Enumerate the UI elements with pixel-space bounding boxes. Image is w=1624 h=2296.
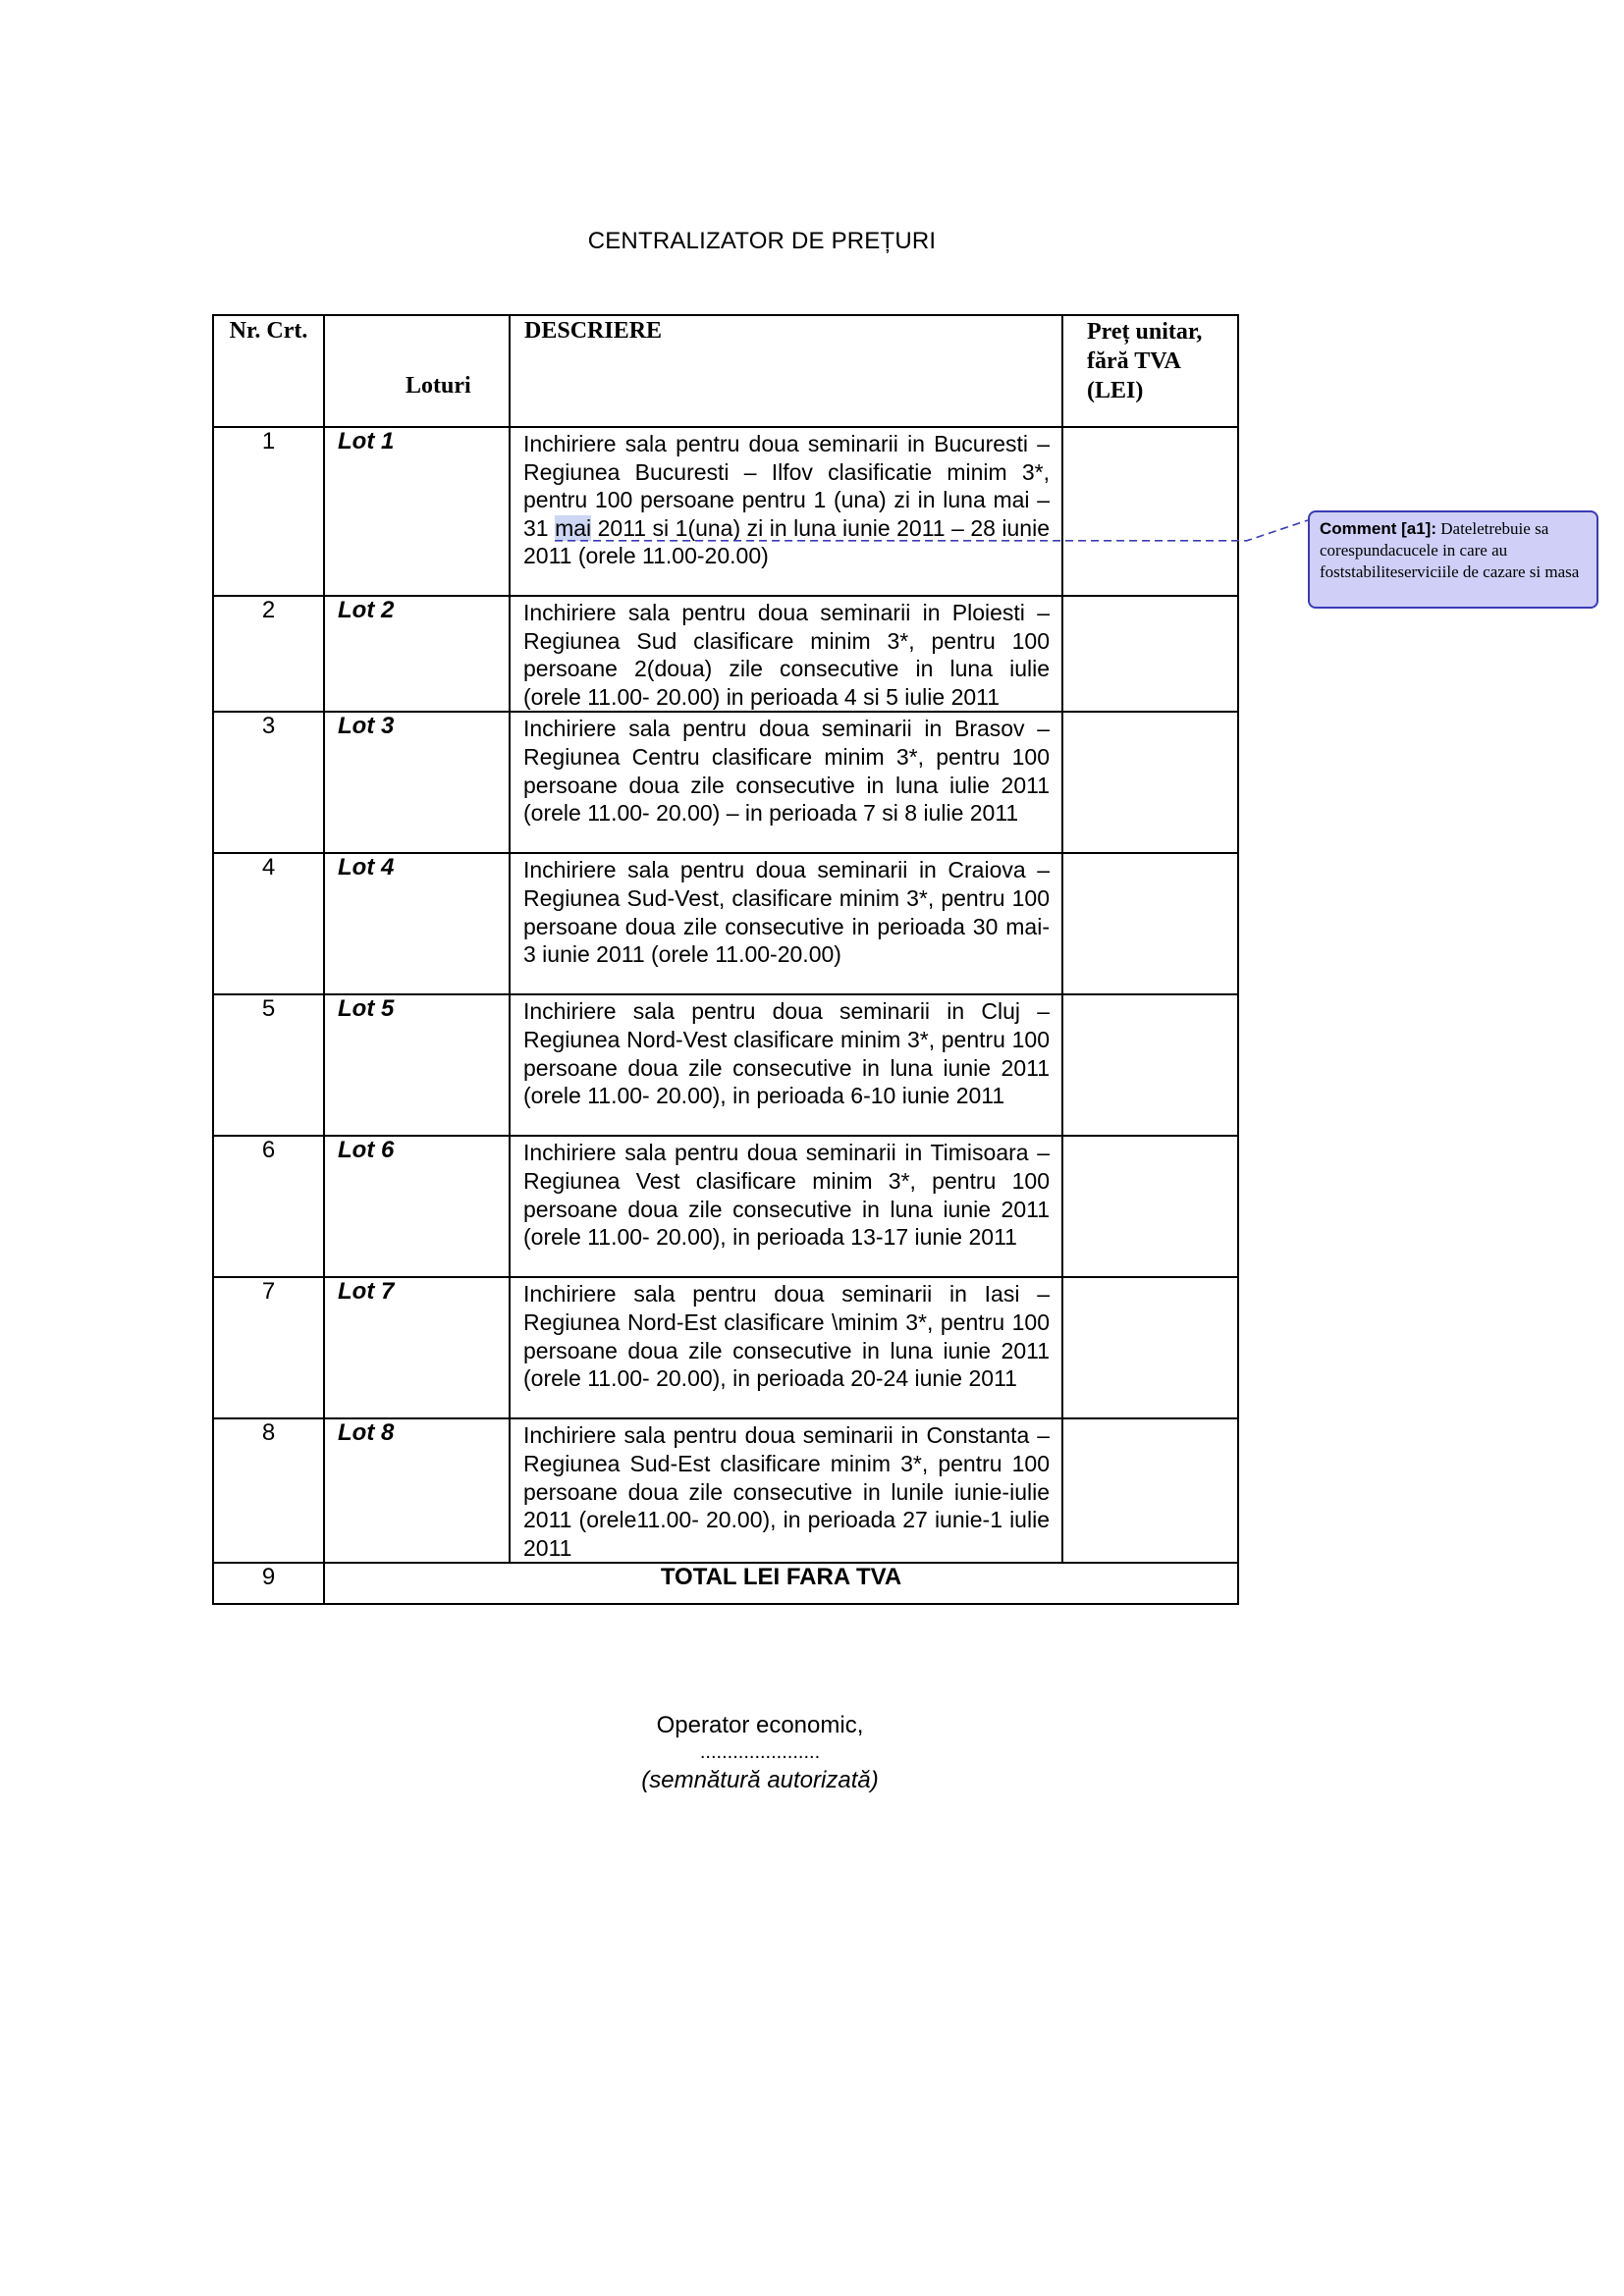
lot-label: Lot 8 — [324, 1418, 510, 1563]
table-row-lot-7 — [213, 1277, 1238, 1418]
price-cell[interactable] — [1062, 853, 1238, 994]
lot-description — [510, 427, 1062, 596]
row-number: 6 — [213, 1136, 324, 1277]
table-row-lot-4 — [213, 853, 1238, 994]
row-number: 4 — [213, 853, 324, 994]
lot-label: Lot 4 — [324, 853, 510, 994]
header-loturi-label: Loturi — [406, 373, 471, 399]
price-cell[interactable] — [1062, 427, 1238, 596]
header-loturi — [324, 315, 510, 427]
total-label: TOTAL LEI FARA TVA — [324, 1563, 1238, 1604]
lot-description-text-continued: 2011 si 1(una) zi in luna iunie 2011 – 28 iunie 2011 (orele 11.00-20.00) — [523, 514, 1050, 569]
header-pret-line3: (LEI) — [1087, 378, 1144, 403]
lot-description: Inchiriere sala pentru doua seminarii in Craiova – Regiunea Sud-Vest, clasificare minim 3*, pentru 100 persoane doua zile consecutive in perioada 30 mai-3 iunie 2011 (orele 11.00-20.00) — [510, 853, 1062, 994]
table-row-lot-5 — [213, 994, 1238, 1136]
row-number: 1 — [213, 427, 324, 596]
lot-label: Lot 2 — [324, 596, 510, 712]
row-number: 9 — [213, 1563, 324, 1604]
price-cell[interactable] — [1062, 712, 1238, 853]
table-row-lot-2 — [213, 596, 1238, 712]
row-number: 5 — [213, 994, 324, 1136]
signature-operator-label: Operator economic, — [656, 1712, 864, 1738]
header-pret-unitar — [1062, 315, 1238, 427]
lot-label: Lot 1 — [324, 427, 510, 596]
lot-description: Inchiriere sala pentru doua seminarii in Constanta – Regiunea Sud-Est clasificare minim 3*, pentru 100 persoane doua zile consecutive in lunile iunie-iulie 2011 (orele11.00- 20.00), in perioada 27 iunie-1 iulie 2011 — [510, 1418, 1062, 1563]
price-table — [212, 314, 1239, 1605]
page-title: CENTRALIZATOR DE PREȚURI — [587, 228, 937, 254]
table-row-lot-3 — [213, 712, 1238, 853]
row-number: 2 — [213, 596, 324, 712]
comment-header: Comment [a1]: — [1320, 519, 1437, 538]
signature-line: ...................... — [699, 1741, 821, 1763]
comment-text: Dateletrebuie sa corespundacucele in care au foststabiliteserviciile de cazare si masa — [1320, 519, 1580, 581]
row-number: 8 — [213, 1418, 324, 1563]
lot-description: Inchiriere sala pentru doua seminarii in Brasov – Regiunea Centru clasificare minim 3*, pentru 100 persoane doua zile consecutive in luna iulie 2011 (orele 11.00- 20.00) – in perioada 7 si 8 iulie 2011 — [510, 712, 1062, 853]
price-cell[interactable] — [1062, 1136, 1238, 1277]
header-descriere-label: DESCRIERE — [524, 318, 663, 344]
price-cell[interactable] — [1062, 994, 1238, 1136]
lot-label: Lot 3 — [324, 712, 510, 853]
lot-description: Inchiriere sala pentru doua seminarii in Ploiesti – Regiunea Sud clasificare minim 3*, pentru 100 persoane 2(doua) zile consecutive in luna iulie (orele 11.00- 20.00) in perioada 4 si 5 iulie 2011 — [510, 596, 1062, 712]
lot-description-text: Inchiriere sala pentru doua seminarii in Bucuresti – Regiunea Bucuresti – Ilfov clasificatie minim 3*, pentru 100 persoane pentru 1 (una) zi in luna mai – 31 — [523, 431, 1050, 541]
header-nr-crt: Nr. Crt. — [213, 315, 324, 427]
price-cell[interactable] — [1062, 1418, 1238, 1563]
header-pret-line2: fără TVA — [1087, 348, 1181, 374]
lot-label: Lot 5 — [324, 994, 510, 1136]
table-header-row — [213, 315, 1238, 427]
price-cell[interactable] — [1062, 1277, 1238, 1418]
table-row-lot-6 — [213, 1136, 1238, 1277]
row-number: 7 — [213, 1277, 324, 1418]
header-descriere — [510, 315, 1062, 427]
price-cell[interactable] — [1062, 596, 1238, 712]
table-row-total — [213, 1563, 1238, 1604]
signature-caption: (semnătură autorizată) — [641, 1767, 879, 1793]
table-row-lot-1 — [213, 427, 1238, 596]
lot-label: Lot 6 — [324, 1136, 510, 1277]
table-row-lot-8 — [213, 1418, 1238, 1563]
lot-description: Inchiriere sala pentru doua seminarii in Iasi – Regiunea Nord-Est clasificare \minim 3*, pentru 100 persoane doua zile consecutive in luna iunie 2011 (orele 11.00- 20.00), in perioada 20-24 iunie 2011 — [510, 1277, 1062, 1418]
comment-anchor-highlight[interactable]: mai — [555, 514, 592, 541]
lot-description: Inchiriere sala pentru doua seminarii in Timisoara – Regiunea Vest clasificare minim 3*, pentru 100 persoane doua zile consecutive in luna iunie 2011 (orele 11.00- 20.00), in perioada 13-17 iunie 2011 — [510, 1136, 1062, 1277]
lot-label: Lot 7 — [324, 1277, 510, 1418]
lot-description: Inchiriere sala pentru doua seminarii in Cluj – Regiunea Nord-Vest clasificare minim 3*, pentru 100 persoane doua zile consecutive in luna iunie 2011 (orele 11.00- 20.00), in perioada 6-10 iunie 2011 — [510, 994, 1062, 1136]
header-pret-line1: Preț unitar, — [1087, 319, 1203, 345]
comment-balloon[interactable] — [1308, 510, 1598, 609]
row-number: 3 — [213, 712, 324, 853]
